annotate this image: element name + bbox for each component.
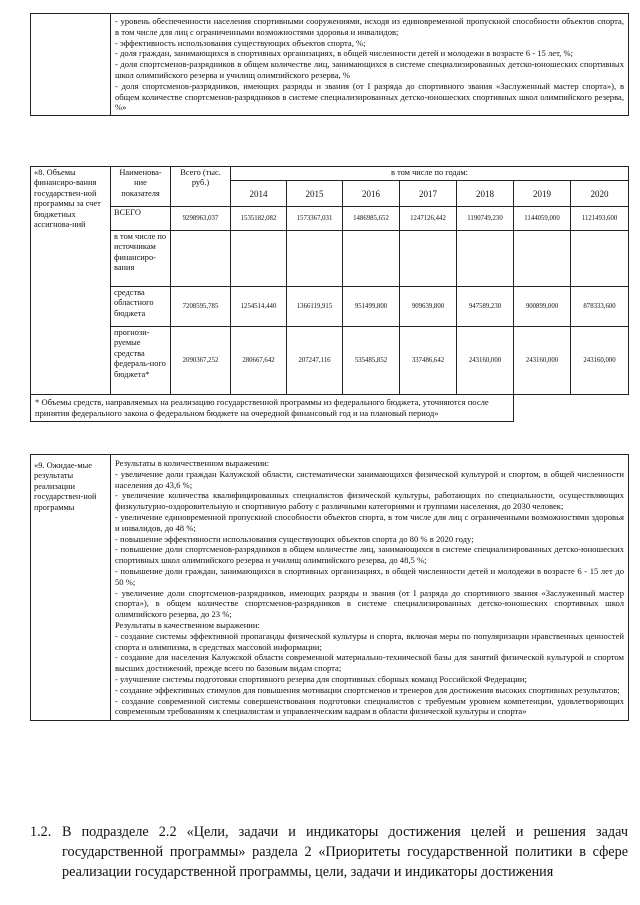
indicator-item: - доля граждан, занимающихся в спортивных организациях, в общей численности детей и молодежи в возрасте 6 - 15 лет, %; — [115, 48, 574, 59]
result-item: Результаты в количественном выражении: — [115, 458, 270, 468]
row-value: 878333,600 — [571, 287, 629, 327]
year-header: 2014 — [231, 181, 287, 207]
result-item: - повышение доли спортсменов-разрядников в общем количестве лиц, занимающихся в системе специализированных детско-юношеских спортивных школ олимпийского резерва и училищ олимпийского резерва, до 48,5 %; — [115, 544, 624, 566]
row-value: 1254514,440 — [231, 287, 287, 327]
year-header: 2018 — [457, 181, 514, 207]
indicator-item: - доля спортсменов-разрядников, имеющих разряды и звания (от I разряда до спортивного звания «Заслуженный мастер спорта»), в общем количестве спортсменов-разрядников в системе специализированных детско-юношеских спортивных школ олимпийского резерва, %» — [115, 80, 624, 113]
row-value: 1573367,031 — [287, 207, 343, 231]
row-total: 7208595,785 — [171, 287, 231, 327]
row-value: 243160,000 — [514, 327, 571, 395]
row-value: 243160,000 — [457, 327, 514, 395]
row-value: 900899,000 — [514, 287, 571, 327]
results-table — [30, 454, 629, 721]
financing-table — [30, 166, 629, 422]
year-header: 2015 — [287, 181, 343, 207]
col-header-total: Всего (тыс. руб.) — [171, 167, 231, 207]
paragraph-number: 1.2. — [30, 824, 52, 840]
result-item: - повышение эффективности использования существующих объектов спорта до 80 % в 2020 году; — [115, 533, 474, 544]
row-value — [231, 231, 287, 287]
empty-label-cell — [31, 14, 111, 116]
result-item: - увеличение количества квалифицированных специалистов физической культуры, работающих по специальности, осуществляющих физкультурно-оздоровительную и спортивную работу с различными категориями и группами населения, до 2030 человек; — [115, 490, 624, 512]
result-item: - увеличение доли граждан Калужской области, систематически занимающихся физической культурой и спортом, в общей численности населения до 43,6 %; — [115, 468, 624, 490]
table-row — [31, 231, 629, 287]
row-value — [400, 231, 457, 287]
row-name: в том числе по источникам финансиро-вания — [111, 231, 171, 287]
results-label: «9. Ожидае-мые результаты реализации государствен-ной программы — [31, 455, 111, 721]
paragraph-text: В подразделе 2.2 «Цели, задачи и индикаторы достижения целей и решения задач государственной программы» раздела 2 «Приоритеты государственной политики в сфере реализации государственной программы, цели, задачи и индикаторы достижения — [62, 824, 628, 880]
result-item: Результаты в качественном выражении: — [115, 619, 260, 630]
row-value: 909639,800 — [400, 287, 457, 327]
row-value: 1486985,652 — [343, 207, 400, 231]
row-value: 951499,800 — [343, 287, 400, 327]
row-value: 243160,000 — [571, 327, 629, 395]
indicators-list — [111, 14, 629, 116]
year-header: 2016 — [343, 181, 400, 207]
indicator-item: - эффективность использования существующих объектов спорта, %; — [115, 37, 366, 48]
table-row — [31, 327, 629, 395]
row-value: 947589,230 — [457, 287, 514, 327]
col-header-name: Наименова-ние показателя — [111, 167, 171, 207]
row-value — [343, 231, 400, 287]
year-header: 2019 — [514, 181, 571, 207]
financing-label: «8. Объемы финансиро-вания государствен-ной программы за счет бюджетных ассигнова-ний — [31, 167, 111, 395]
row-value: 1144059,000 — [514, 207, 571, 231]
row-total: 9298963,037 — [171, 207, 231, 231]
indicator-item: - доля спортсменов-разрядников в общем количестве лиц, занимающихся в системе специализированных детско-юношеских спортивных школ олимпийского резерва и училищ олимпийского резерва, % — [115, 59, 624, 80]
row-value: 207247,116 — [287, 327, 343, 395]
year-header: 2017 — [400, 181, 457, 207]
row-value: 337486,642 — [400, 327, 457, 395]
row-name: ВСЕГО — [111, 207, 171, 231]
row-value — [571, 231, 629, 287]
result-item: - создание современной системы совершенствования подготовки специалистов с требуемым уровнем компетенции, удовлетворяющих современным требованиям к специалистам и управленческим кадрам в области физической культуры и спорта» — [115, 695, 624, 717]
year-header: 2020 — [571, 181, 629, 207]
row-value: 1535182,082 — [231, 207, 287, 231]
row-name: средства областного бюджета — [111, 287, 171, 327]
row-name: прогнози-руемые средства федераль-ного бюджета* — [111, 327, 171, 395]
col-header-years-group: в том числе по годам: — [231, 167, 629, 181]
result-item: - создание для населения Калужской области современной материально-технической базы для занятий физической культурой и спортом высших достижений, прежде всего по базовым видам спорта; — [115, 652, 624, 674]
row-value — [457, 231, 514, 287]
row-value: 1190749,230 — [457, 207, 514, 231]
row-value — [287, 231, 343, 287]
body-paragraph — [30, 822, 628, 882]
result-item: - создание эффективных стимулов для повышения мотивации спортсменов и тренеров для достижения высоких спортивных результатов; — [115, 684, 620, 695]
row-value: 280667,642 — [231, 327, 287, 395]
indicators-continuation-table — [30, 13, 629, 116]
result-item: - увеличение доли спортсменов-разрядников, имеющих разряды и звания (от I разряда до спортивного звания «Заслуженный мастер спорта»), в общем количестве спортсменов-разрядников в системе специализированных детско-юношеских спортивных школ олимпийского резерва, до 23 %; — [115, 587, 624, 620]
indicator-item: - уровень обеспеченности населения спортивными сооружениями, исходя из единовременной пропускной способности объектов спорта, в том числе для лиц с ограниченными возможностями здоровья и инвалидов; — [115, 16, 624, 37]
result-item: - повышение доли граждан, занимающихся в спортивных организациях, в общей численности детей и молодежи в возрасте 6 - 15 лет до 50 %; — [115, 565, 624, 587]
table-row — [31, 287, 629, 327]
row-total — [171, 231, 231, 287]
results-list — [111, 455, 629, 721]
result-item: - улучшение системы подготовки спортивного резерва для спортивных сборных команд Российской Федерации; — [115, 673, 527, 684]
financing-footnote: * Объемы средств, направляемых на реализацию государственной программы из федерального бюджета, уточняются после принятия федерального закона о федеральном бюджете на очередной финансовый год и на плановый период» — [31, 395, 514, 422]
result-item: - создание системы эффективной пропаганды физической культуры и спорта, включая меры по популяризации нравственных ценностей спорта и олимпизма, в средствах массовой информации; — [115, 630, 624, 652]
row-total: 2090367,252 — [171, 327, 231, 395]
table-row — [31, 207, 629, 231]
row-value: 535485,852 — [343, 327, 400, 395]
row-value: 1247126,442 — [400, 207, 457, 231]
row-value — [514, 231, 571, 287]
row-value: 1121493,600 — [571, 207, 629, 231]
result-item: - увеличение единовременной пропускной способности объектов спорта, в том числе для лиц с ограниченными возможностями здоровья и инвалидов, до 48 %; — [115, 511, 624, 533]
row-value: 1366119,915 — [287, 287, 343, 327]
